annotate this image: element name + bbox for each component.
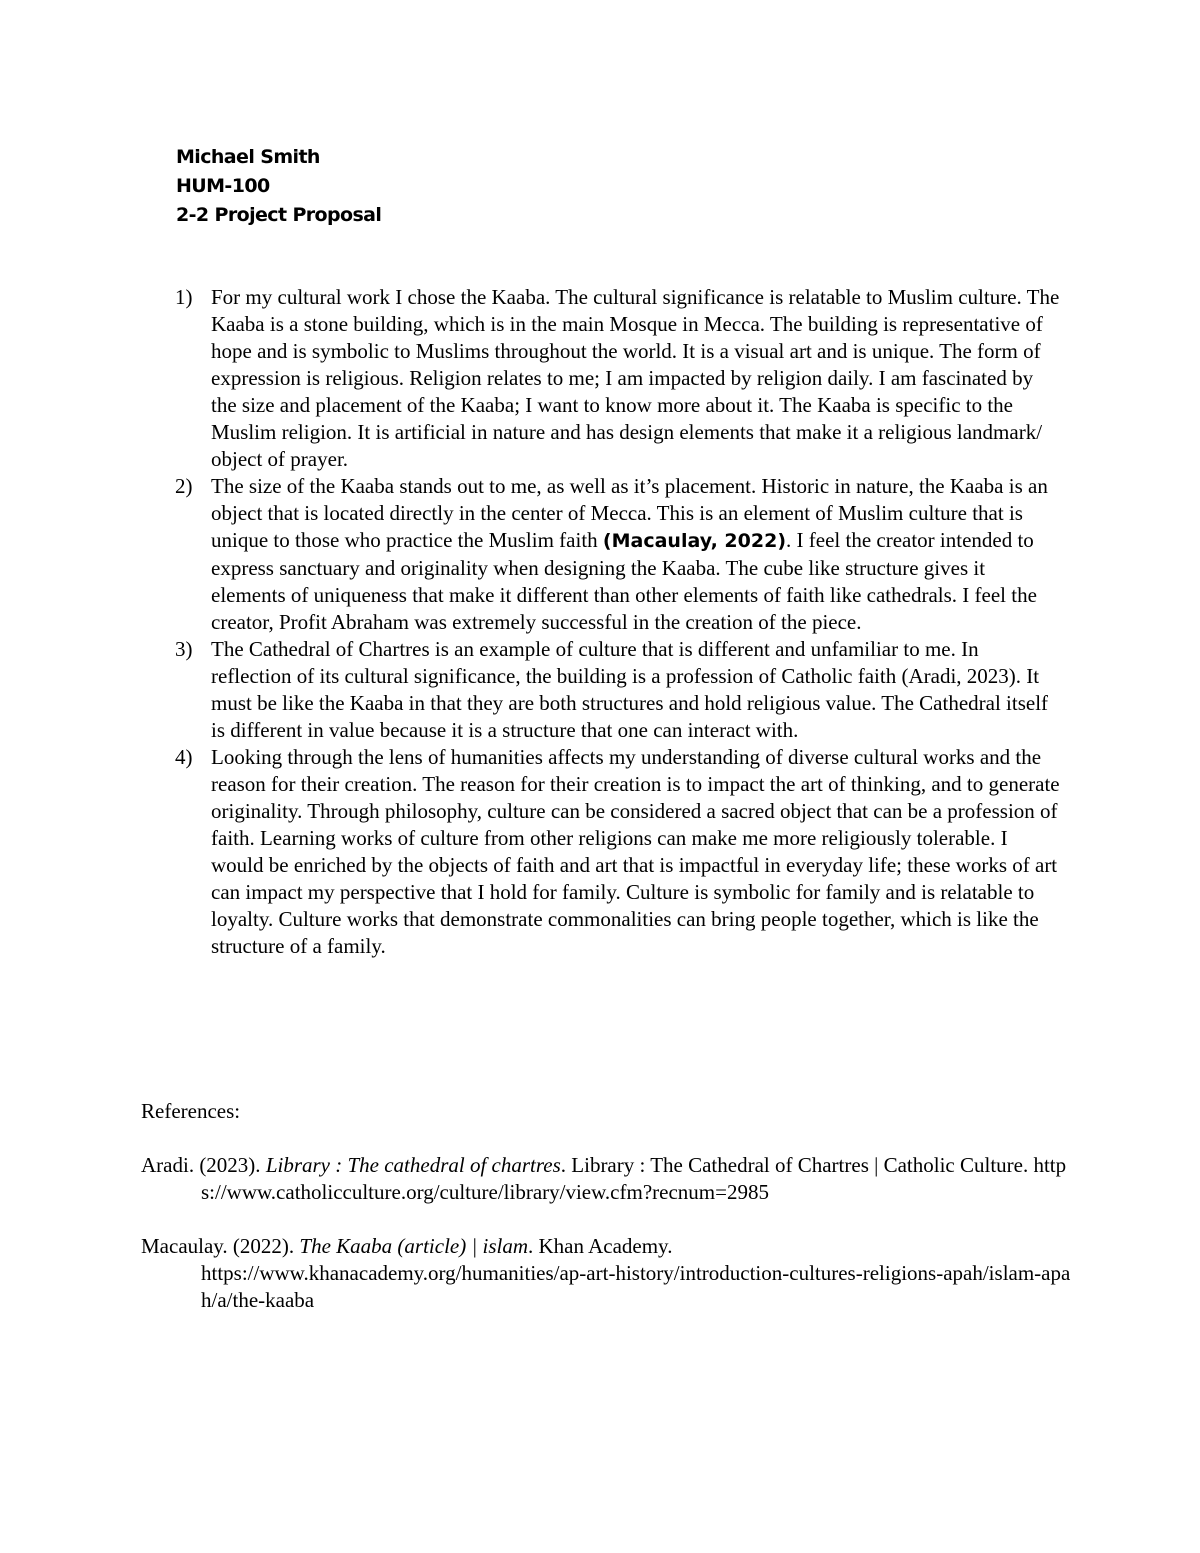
list-item-text: Looking through the lens of humanities affects my understanding of diverse cultural works and the reason for their creation. The reason for their creation is to impact the art of thinking, and to generate originality. Through philosophy, culture can be considered a sacred object that can be a profession of faith. Learning works of culture from other religions can make me more religiously tolerable. I would be enriched by the objects of faith and art that is impactful in everyday life; these works of art can impact my perspective that I hold for family. Culture is symbolic for family and is relatable to loyalty. Culture works that demonstrate commonalities can bring people together, which is like the structure of a family. — [211, 745, 1060, 958]
reference-author: Aradi. (2023). — [141, 1153, 266, 1177]
reference-title: Library : The cathedral of chartres — [265, 1153, 561, 1177]
list-item-text: The size of the Kaaba stands out to me, as well as it’s placement. Historic in nature, the Kaaba is an object that is located directly in the center of Mecca. This is an element of Muslim culture that is unique to those who practice the Muslim faith — [211, 474, 1048, 552]
list-item — [0, 284, 1061, 473]
list-item-text: . I feel the creator intended to express sanctuary and originality when designing the Kaaba. The cube like structure gives it elements of uniqueness that make it different than other elements of faith like cathedrals. I feel the creator, Profit Abraham was extremely successful in the creation of the piece. — [211, 528, 1037, 634]
list-item — [0, 473, 1061, 636]
reference-title: The Kaaba (article) | islam — [299, 1234, 529, 1258]
in-text-citation: (Macaulay, 2022) — [602, 530, 787, 552]
reference-entry — [141, 1233, 1071, 1314]
reference-url[interactable]: https://www.catholicculture.org/culture/library/view.cfm?recnum=2985 — [201, 1153, 1067, 1204]
reference-source: . Khan Academy. — [528, 1234, 673, 1258]
list-item-number: 1) — [175, 285, 193, 309]
list-item-text: The Cathedral of Chartres is an example of culture that is different and unfamiliar to me. In reflection of its cultural significance, the building is a profession of Catholic faith (Aradi, 2023). It must be like the Kaaba in that they are both structures and hold religious value. The Cathedral itself is different in value because it is a structure that one can interact with. — [211, 637, 1049, 742]
reference-source: . Library : The Cathedral of Chartres | Catholic Culture. — [560, 1153, 1034, 1177]
proposal-list — [0, 284, 1200, 960]
list-item — [0, 744, 1061, 960]
course-code: HUM-100 — [176, 175, 270, 197]
list-item-number: 2) — [175, 474, 193, 498]
reference-author: Macaulay. (2022). — [141, 1234, 300, 1258]
references-heading: References: — [141, 1099, 241, 1123]
author-name: Michael Smith — [176, 146, 320, 168]
document-header — [176, 143, 381, 230]
list-item-number: 3) — [175, 637, 193, 661]
reference-url[interactable]: https://www.khanacademy.org/humanities/ap-art-history/introduction-cultures-religions-apah/islam-apah/a/the-kaaba — [201, 1261, 1071, 1312]
assignment-title: 2-2 Project Proposal — [176, 204, 382, 226]
list-item — [0, 636, 1061, 744]
references-section — [141, 1098, 1071, 1341]
list-item-number: 4) — [175, 745, 193, 769]
reference-entry — [141, 1152, 1071, 1206]
list-item-text: For my cultural work I chose the Kaaba. The cultural significance is relatable to Muslim culture. The Kaaba is a stone building, which is in the main Mosque in Mecca. The building is representative of hope and is symbolic to Muslims throughout the world. It is a visual art and is unique. The form of expression is religious. Religion relates to me; I am impacted by religion daily. I am fascinated by the size and placement of the Kaaba; I want to know more about it. The Kaaba is specific to the Muslim religion. It is artificial in nature and has design elements that make it a religious landmark/ object of prayer. — [211, 285, 1060, 471]
